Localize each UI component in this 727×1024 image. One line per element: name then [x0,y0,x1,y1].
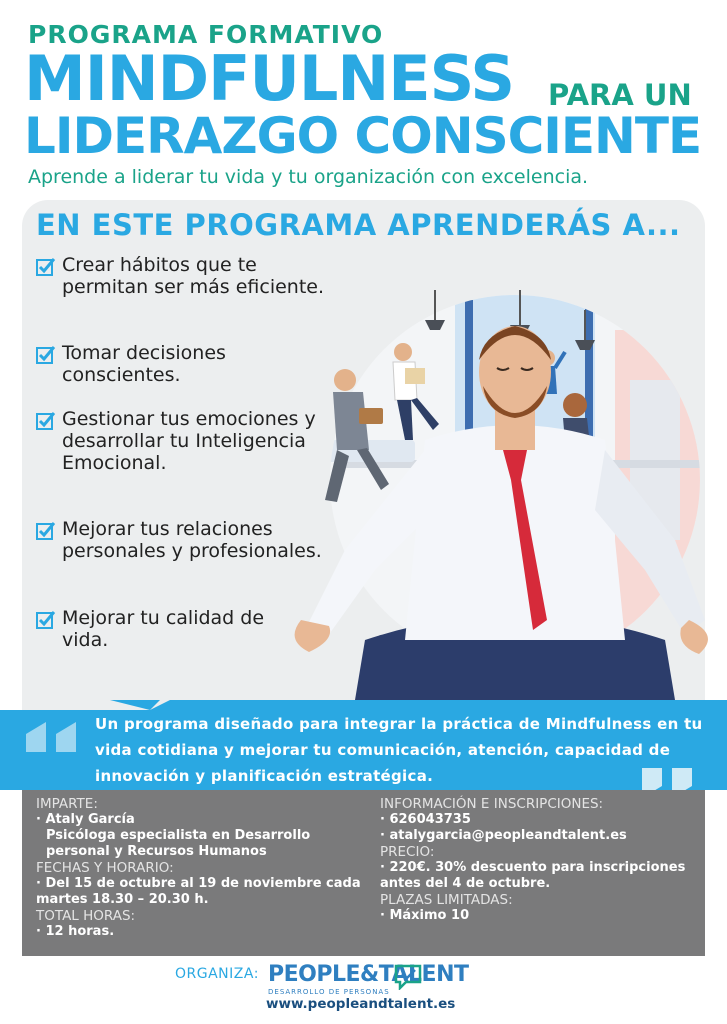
info-left-column [36,796,366,940]
checkbox-checked-icon [36,411,56,431]
precio-label: PRECIO: [380,844,435,860]
checkbox-checked-icon [36,345,56,365]
panel-heading: EN ESTE PROGRAMA APRENDERÁS A... [36,208,681,242]
subtitle: Aprende a liderar tu vida y tu organización con excelencia. [28,166,589,188]
logo-tagline: DESARROLLO DE PERSONAS [268,988,390,996]
checkbox-checked-icon [36,521,56,541]
plazas-label: PLAZAS LIMITADAS: [380,892,513,908]
speech-bubble-icon [394,964,422,990]
learning-item-text: Gestionar tus emociones y desarrollar tu Inteligencia Emocional. [62,408,316,474]
learning-item [36,342,282,386]
learning-item [36,408,342,474]
title-liderazgo: LIDERAZGO CONSCIENTE [24,107,702,165]
checkbox-checked-icon [36,610,56,630]
quote-text: Un programa diseñado para integrar la práctica de Mindfulness en tu vida cotidiana y mejorar tu comunicación, atención, capacidad de innovación y planificación estratégica. [95,715,703,785]
plazas-value: · Máximo 10 [380,908,470,923]
learning-item-text: Crear hábitos que te permitan ser más eficiente. [62,254,325,298]
organiza-label: ORGANIZA: [175,966,259,982]
instructor-name: · Ataly García [36,812,135,827]
info-right-column [380,796,700,924]
contacto-label: INFORMACIÓN E INSCRIPCIONES: [380,796,604,812]
fechas-value: · Del 15 de octubre al 19 de noviembre cada martes 18.30 – 20.30 h. [36,876,361,907]
phone-number: · 626043735 [380,812,471,827]
title-mindfulness: MINDFULNESS [24,42,515,115]
title-connector: PARA UN [548,78,692,112]
email-link[interactable]: · atalygarcia@peopleandtalent.es [380,828,627,843]
horas-value: · 12 horas. [36,924,115,939]
precio-value: · 220€. 30% descuento para inscripciones antes del 4 de octubre. [380,860,686,891]
checkbox-checked-icon [36,257,56,277]
imparte-label: IMPARTE: [36,796,98,812]
horas-label: TOTAL HORAS: [36,908,136,924]
program-kicker: PROGRAMA FORMATIVO [28,20,384,49]
learning-item-text: Mejorar tu calidad de vida. [62,607,265,651]
people-talent-logo: PEOPLE&TALENT [268,962,469,987]
fechas-label: FECHAS Y HORARIO: [36,860,174,876]
learning-item [36,607,292,651]
learning-item-text: Tomar decisiones conscientes. [62,342,226,386]
website-link[interactable]: www.peopleandtalent.es [266,996,456,1012]
instructor-role: Psicóloga especialista en Desarrollo personal y Recursos Humanos [46,828,311,859]
learning-item [36,254,342,298]
header [0,0,727,200]
meditation-illustration [285,290,725,710]
learning-item [36,518,342,562]
learning-item-text: Mejorar tus relaciones personales y profesionales. [62,518,322,562]
